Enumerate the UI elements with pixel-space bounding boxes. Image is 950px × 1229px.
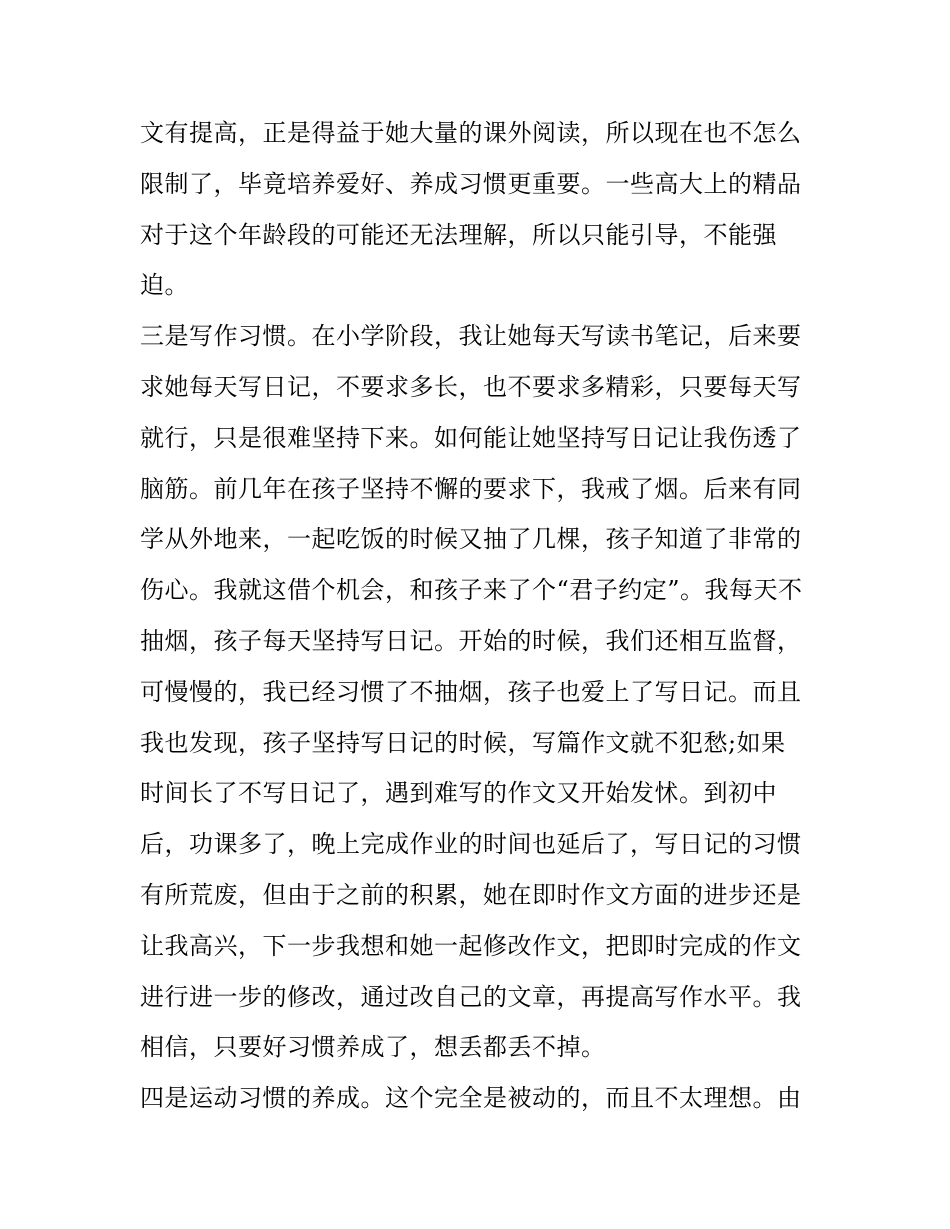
text-line: 后，功课多了，晚上完成作业的时间也延后了，写日记的习惯: [140, 830, 802, 859]
text-line: 文有提高，正是得益于她大量的课外阅读，所以现在也不怎么: [140, 119, 802, 147]
text-line: 三是写作习惯。在小学阶段，我让她每天写读书笔记，后来要: [140, 322, 802, 351]
text-line: 就行，只是很难坚持下来。如何能让她坚持写日记让我伤透了: [140, 423, 802, 452]
text-line: 相信，只要好习惯养成了，想丢都丢不掉。: [140, 1033, 606, 1062]
text-line: 迫。: [140, 271, 189, 300]
text-line: 抽烟，孩子每天坚持写日记。开始的时候，我们还相互监督，: [140, 626, 802, 655]
text-line: 脑筋。前几年在孩子坚持不懈的要求下，我戒了烟。后来有同: [140, 474, 802, 503]
text-line: 让我高兴，下一步我想和她一起修改作文，把即时完成的作文: [140, 931, 802, 960]
text-line: 四是运动习惯的养成。这个完全是被动的，而且不太理想。由: [140, 1084, 802, 1113]
text-line: 对于这个年龄段的可能还无法理解，所以只能引导，不能强: [140, 220, 777, 249]
text-line: 我也发现，孩子坚持写日记的时候，写篇作文就不犯愁;如果: [140, 728, 786, 757]
text-line: 进行进一步的修改，通过改自己的文章，再提高写作水平。我: [140, 982, 802, 1011]
text-line: 求她每天写日记，不要求多长，也不要求多精彩，只要每天写: [140, 372, 802, 401]
text-line: 伤心。我就这借个机会，和孩子来了个“君子约定”。我每天不: [140, 576, 803, 605]
document-body: [140, 108, 820, 1124]
text-line: 可慢慢的，我已经习惯了不抽烟，孩子也爱上了写日记。而且: [140, 677, 802, 706]
text-line: 时间长了不写日记了，遇到难写的作文又开始发怵。到初中: [140, 779, 777, 808]
text-line: 有所荒废，但由于之前的积累，她在即时作文方面的进步还是: [140, 880, 802, 909]
text-line: 学从外地来，一起吃饭的时候又抽了几棵，孩子知道了非常的: [140, 525, 802, 554]
text-line: 限制了，毕竟培养爱好、养成习惯更重要。一些高大上的精品: [140, 169, 802, 198]
